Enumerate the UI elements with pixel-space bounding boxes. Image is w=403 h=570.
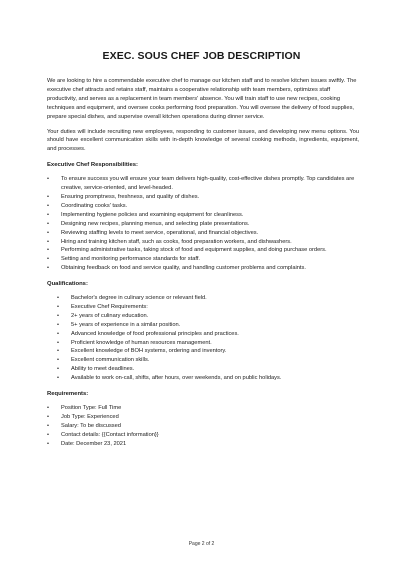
list-item-text: Setting and monitoring performance standards for staff. <box>61 256 200 263</box>
list-item <box>47 238 359 247</box>
bullet-icon: • <box>47 202 49 209</box>
list-item-text: To ensure success you will ensure your team delivers high-quality, cost-effective dishes promptly. Top candidates are creative, service-oriented, and level-headed. <box>61 176 355 192</box>
document-title: EXEC. SOUS CHEF JOB DESCRIPTION <box>102 50 301 62</box>
bullet-icon: • <box>47 229 49 236</box>
list-item <box>47 220 359 229</box>
requirements-heading: Requirements: <box>47 391 89 398</box>
bullet-icon: • <box>47 176 49 183</box>
responsibilities-heading: Executive Chef Responsibilities: <box>47 162 139 169</box>
bullet-icon: • <box>57 375 59 382</box>
intro-paragraph: We are looking to hire a commendable executive chef to manage our kitchen staff and to resolve kitchen issues swiftly. The executive chef attracts and retains staff, maintains a cooperative relationship with team members, optimizes staff productivity, and serves as a replacement in team members' absence. You will train staff to use new recipes, cooking techniques and equipment, and oversee cooks performing food preparation. You will oversee the delivery of food supplies, prepare special dishes, and supervise overall kitchen operations during dinner service. <box>47 78 357 120</box>
list-item-text: Job Type: Experienced <box>61 413 119 420</box>
list-item <box>47 365 359 374</box>
duties-paragraph: Your duties will include recruiting new employees, responding to customer issues, and developing new menu options. You should have excellent communication skills with in-depth knowledge of several cooking methods, ingredients, equipment, and processes. <box>47 128 359 153</box>
list-item-text: Obtaining feedback on food and service quality, and handling customer problems and complaints. <box>61 265 306 272</box>
bullet-icon: • <box>47 193 49 200</box>
bullet-icon: • <box>47 265 49 272</box>
list-item <box>47 339 359 348</box>
list-item-text: Contact details: {{Contact information}} <box>61 431 159 438</box>
list-item <box>47 431 359 440</box>
list-item <box>47 422 359 431</box>
list-item <box>47 303 359 312</box>
bullet-icon: • <box>57 339 59 346</box>
bullet-icon: • <box>57 312 59 319</box>
list-item-text: Excellent communication skills. <box>71 357 150 364</box>
list-item <box>47 440 359 449</box>
requirements-list <box>47 404 359 449</box>
bullet-icon: • <box>47 413 49 420</box>
bullet-icon: • <box>47 256 49 263</box>
list-item-text: 2+ years of culinary education. <box>71 312 149 319</box>
list-item-text: Bachelor's degree in culinary science or relevant field. <box>71 295 207 302</box>
list-item <box>47 413 359 422</box>
bullet-icon: • <box>47 422 49 429</box>
list-item <box>47 356 359 365</box>
list-item-text: Date: December 23, 2021 <box>61 440 127 447</box>
list-item <box>47 294 359 303</box>
list-item <box>47 246 359 255</box>
list-item-text: Coordinating cooks' tasks. <box>61 202 128 209</box>
list-item-text: Reviewing staffing levels to meet service, operational, and financial objectives. <box>61 229 259 236</box>
bullet-icon: • <box>57 348 59 355</box>
bullet-icon: • <box>57 295 59 302</box>
list-item-text: Position Type: Full Time <box>61 405 122 411</box>
list-item <box>47 330 359 339</box>
list-item <box>47 202 359 211</box>
list-item-text: Available to work on-call, shifts, after hours, over weekends, and on public holidays. <box>71 375 282 382</box>
bullet-icon: • <box>57 357 59 364</box>
bullet-icon: • <box>57 366 59 373</box>
list-item <box>47 404 359 413</box>
responsibilities-list <box>47 175 359 273</box>
list-item <box>47 229 359 238</box>
bullet-icon: • <box>57 303 59 310</box>
list-item-text: Salary: To be discussed <box>61 422 121 429</box>
bullet-icon: • <box>47 405 49 411</box>
bullet-icon: • <box>47 431 49 438</box>
bullet-icon: • <box>47 440 49 447</box>
bullet-icon: • <box>57 321 59 328</box>
bullet-icon: • <box>47 220 49 227</box>
bullet-icon: • <box>47 247 49 254</box>
bullet-icon: • <box>47 211 49 218</box>
list-item-text: Advanced knowledge of food professional principles and practices. <box>71 330 239 337</box>
list-item <box>47 193 359 202</box>
list-item-text: Implementing hygiene policies and examining equipment for cleanliness. <box>61 211 244 218</box>
bullet-icon: • <box>57 330 59 337</box>
list-item <box>47 347 359 356</box>
list-item-text: Ability to meet deadlines. <box>71 366 135 373</box>
list-item <box>47 264 359 273</box>
list-item-text: Hiring and training kitchen staff, such as cooks, food preparation workers, and dishwashers. <box>61 238 292 245</box>
list-item <box>47 175 359 193</box>
list-item <box>47 211 359 220</box>
bullet-icon: • <box>47 238 49 245</box>
list-item-text: Proficient knowledge of human resources management. <box>71 339 212 346</box>
list-item <box>47 321 359 330</box>
page-footer: Page 2 of 2 <box>188 541 215 547</box>
list-item-text: 5+ years of experience in a similar position. <box>71 321 181 328</box>
list-item-text: Executive Chef Requirements: <box>71 303 148 310</box>
list-item <box>47 374 359 383</box>
document-body <box>47 77 359 452</box>
list-item <box>47 312 359 321</box>
list-item-text: Performing administrative tasks, taking stock of food and equipment supplies, and doing purchase orders. <box>61 247 327 254</box>
list-item-text: Designing new recipes, planning menus, and selecting plate presentations. <box>61 220 250 227</box>
qualifications-list <box>47 294 359 383</box>
list-item-text: Excellent knowledge of BOH systems, ordering and inventory. <box>71 348 227 355</box>
list-item <box>47 255 359 264</box>
list-item-text: Ensuring promptness, freshness, and quality of dishes. <box>61 193 200 200</box>
qualifications-heading: Qualifications: <box>47 281 88 288</box>
